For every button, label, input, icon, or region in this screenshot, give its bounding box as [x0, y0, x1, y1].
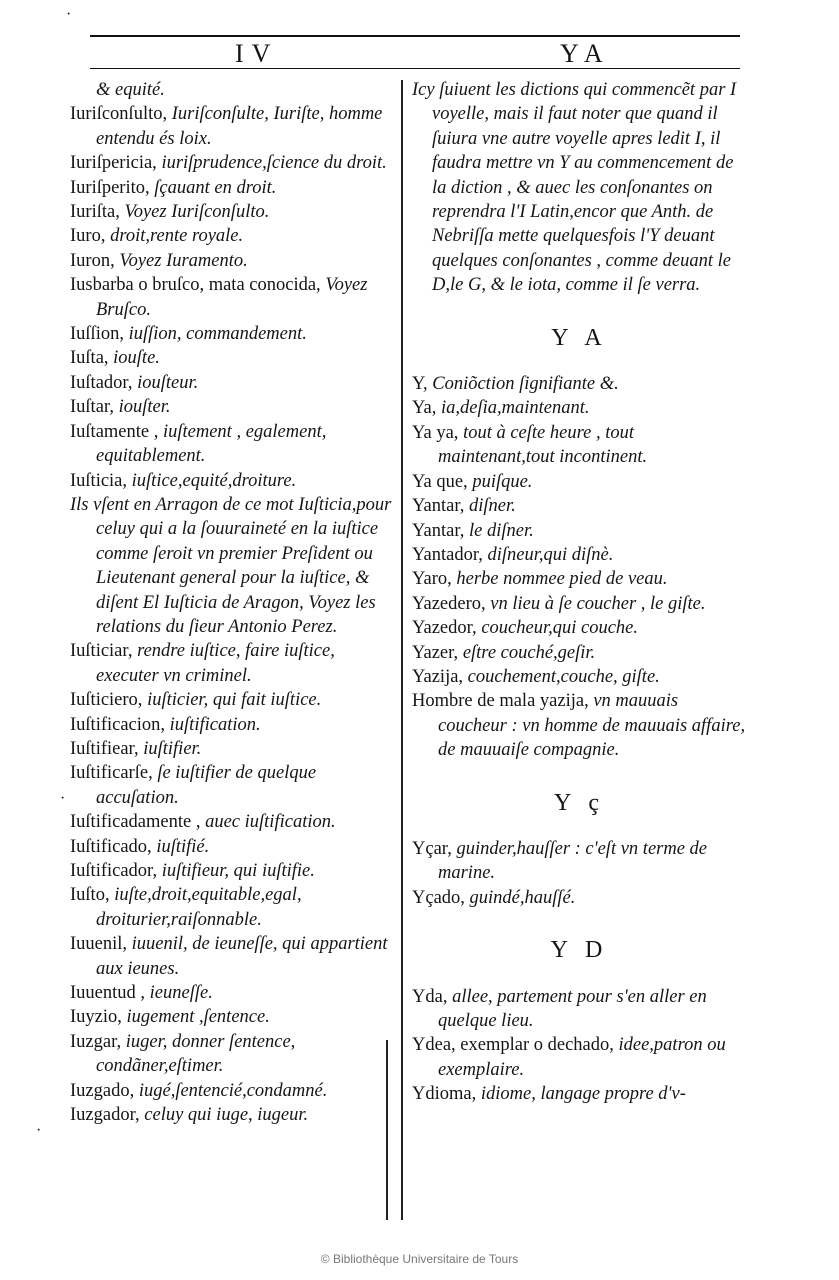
entry-definition: & equité.: [96, 80, 165, 100]
dictionary-entry: [412, 396, 747, 420]
dictionary-entry: [412, 372, 747, 396]
dictionary-entry: [70, 273, 400, 322]
dictionary-entry: [70, 639, 400, 688]
entry-headword: Ya,: [412, 398, 441, 419]
entry-definition: iouſter.: [118, 397, 171, 418]
entry-headword: Yantar,: [412, 520, 469, 541]
dictionary-entry: [70, 395, 400, 419]
entry-definition: celuy qui iuge, iugeur.: [144, 1105, 309, 1126]
dictionary-entry: [70, 1079, 400, 1103]
entry-headword: Ydea, exemplar o dechado,: [412, 1035, 619, 1056]
entry-headword: Yantar,: [412, 496, 469, 517]
dictionary-entry: [70, 469, 400, 493]
dictionary-entry: [70, 810, 400, 834]
entry-headword: Iuſſion,: [70, 324, 129, 345]
entry-definition: iuſtifier.: [143, 738, 202, 759]
entry-definition: Voyez Bruſco.: [96, 275, 368, 320]
entry-definition: allee, partement pour s'en aller en quelque lieu.: [438, 986, 707, 1031]
entry-definition: diſner.: [469, 496, 516, 517]
entry-definition: iuſticier, qui fait iuſtice.: [147, 690, 322, 711]
dictionary-entry: [412, 421, 747, 470]
dictionary-entry: [70, 78, 400, 102]
entry-definition: auec iuſtification.: [205, 812, 336, 833]
entry-headword: Iuſtificado,: [70, 836, 157, 857]
copyright-footer: © Bibliothèque Universitaire de Tours: [320, 1252, 519, 1266]
dictionary-entry: [70, 151, 400, 175]
dictionary-entry: [412, 1082, 747, 1106]
entry-headword: Hombre de mala yazija,: [412, 691, 594, 712]
margin-mark: ·: [60, 790, 66, 807]
entry-headword: Ya que,: [412, 471, 473, 492]
margin-mark: ·: [66, 6, 72, 23]
entry-definition: vn lieu à ſe coucher , le giſte.: [490, 593, 706, 614]
entry-definition: ſe iuſtifier de quelque accuſation.: [96, 763, 317, 808]
section-intro-note: Icy ſuiuent les dictions qui commencẽt par I voyelle, mais il faut noter que quand il ſuiura vne autre voyelle apres ledit I, il faudra mettre vn Y au commencement de la diction , & auec les conſonantes on reprendra l'I Latin,encor que Anth. de Nebriſſa mette quelquesfois l'Y deuant quelques conſonantes , comme deuant le D,le G, & le iota, comme il ſe verra.: [412, 80, 737, 296]
entry-headword: Yazer,: [412, 642, 463, 663]
entry-definition: idee,patron ou exemplaire.: [438, 1035, 726, 1080]
section-heading: Y A: [551, 324, 608, 351]
dictionary-entry: [70, 713, 400, 737]
entry-headword: Ya ya,: [412, 422, 464, 443]
entry-definition: iuſtifié.: [156, 836, 210, 857]
entry-definition: eſtre couché,geſir.: [462, 642, 596, 663]
entry-headword: Iuſtifiear,: [70, 738, 144, 759]
entry-definition: iugé,ſentencié,condamné.: [138, 1080, 328, 1101]
dictionary-entry: [70, 224, 400, 248]
entry-headword: Iuriſconſulto,: [70, 104, 172, 125]
dictionary-entry: [70, 883, 400, 932]
dictionary-entry: [412, 641, 747, 665]
running-header: [90, 30, 740, 70]
entry-definition: iuſtifieur, qui iuſtifie.: [161, 861, 315, 881]
dictionary-entry: [70, 1005, 400, 1029]
entry-definition: ia,deſia,maintenant.: [440, 398, 590, 419]
entry-headword: Iuriſpericia,: [70, 153, 162, 174]
dictionary-entry: [70, 981, 400, 1005]
entry-headword: Iuriſperito,: [70, 177, 155, 198]
column-divider: [401, 80, 403, 1220]
entry-headword: Yda,: [412, 986, 453, 1007]
entry-headword: Iuriſta,: [70, 202, 125, 223]
entry-definition: couchement,couche, giſte.: [467, 666, 660, 687]
section-heading: Y ç: [553, 789, 606, 816]
dictionary-entry: [412, 543, 747, 567]
entry-definition: iuſtement , egalement, equitablement.: [96, 421, 327, 467]
dictionary-entry: [412, 592, 747, 616]
entry-definition: ſçauant en droit.: [154, 177, 277, 198]
header-bottom-rule: [90, 68, 740, 69]
entry-definition: tout à ceſte heure , tout maintenant,tout incontinent.: [438, 422, 648, 468]
entry-headword: Iuyzio,: [70, 1007, 127, 1028]
entry-definition: idiome, langage propre d'v-: [480, 1084, 686, 1105]
right-column: [412, 78, 747, 1107]
entry-headword: Iuſticiar,: [70, 641, 138, 662]
entry-definition: iuſtification.: [169, 714, 261, 735]
dictionary-entry: [70, 761, 400, 810]
dictionary-entry: [70, 493, 400, 639]
entry-definition: iuger, donner ſentence, condãner,eſtimer.: [96, 1031, 296, 1077]
entry-definition: Ils vſent en Arragon de ce mot Iuſticia,pour celuy qui a la ſouuraineté en la iuſtice comme ſeroit vn premier Preſident ou Lieutenant general pour la iuſtice, & diſent El Iuſticia de Aragon, Voyez les relations du ſieur Antonio Perez.: [70, 494, 392, 637]
entry-definition: diſneur,qui diſnè.: [487, 544, 614, 565]
dictionary-entry: [70, 371, 400, 395]
entry-definition: vn mauuais coucheur : vn homme de mauuais affaire, de mauuaiſe compagnie.: [438, 691, 746, 761]
dictionary-entry: [70, 322, 400, 346]
dictionary-entry: [412, 689, 747, 762]
dictionary-entry: [70, 835, 400, 859]
entry-headword: Yantador,: [412, 544, 488, 565]
dictionary-entry: [70, 859, 400, 883]
entry-headword: Iusbarba o bruſco, mata conocida,: [70, 275, 326, 296]
entry-headword: Iuuentud ,: [70, 983, 150, 1004]
dictionary-entry: [70, 688, 400, 712]
entry-headword: Iuuenil,: [70, 934, 132, 955]
dictionary-entry: [412, 837, 747, 886]
dictionary-entry: [412, 665, 747, 689]
entry-headword: Iuro,: [70, 226, 111, 247]
dictionary-entry: [412, 567, 747, 591]
dictionary-entry: [70, 200, 400, 224]
entry-headword: Iuzgar,: [70, 1031, 126, 1052]
entry-definition: iouſteur.: [137, 372, 199, 393]
entry-definition: iugement ,ſentence.: [126, 1007, 270, 1028]
entry-definition: iuſſion, commandement.: [128, 324, 307, 345]
entry-headword: Iuſtificadamente ,: [70, 812, 206, 833]
header-top-rule: [90, 35, 740, 37]
entry-definition: iuſtice,equité,droiture.: [131, 470, 297, 491]
entry-headword: Iuron,: [70, 250, 120, 271]
dictionary-entry: [412, 886, 747, 910]
entry-definition: iuriſprudence,ſcience du droit.: [161, 153, 387, 174]
dictionary-entry: [70, 346, 400, 370]
entry-headword: Iuſto,: [70, 885, 115, 906]
dictionary-entry: [70, 1103, 400, 1127]
entry-definition: iuſte,droit,equitable,egal, droiturier,raiſonnable.: [96, 885, 302, 930]
entry-headword: Yazedero,: [412, 593, 491, 614]
entry-definition: guinder,hauſſer : c'eſt vn terme de marine.: [438, 838, 708, 884]
dictionary-entry: [70, 249, 400, 273]
margin-mark: ·: [36, 1122, 42, 1139]
entry-definition: Coniõction ſignifiante &.: [432, 374, 619, 395]
entry-definition: herbe nommee pied de veau.: [456, 569, 668, 590]
entry-headword: Iuſtar,: [70, 397, 119, 418]
entry-definition: rendre iuſtice, faire iuſtice, executer vn criminel.: [96, 641, 335, 686]
entry-headword: Y,: [412, 374, 433, 395]
dictionary-entry: [412, 1033, 747, 1082]
entry-definition: guindé,hauſſé.: [469, 887, 576, 908]
entry-headword: Yazedor,: [412, 618, 482, 639]
entry-definition: puiſque.: [472, 471, 533, 492]
dictionary-entry: [70, 737, 400, 761]
dictionary-entry: [412, 519, 747, 543]
dictionary-entry: [412, 470, 747, 494]
entry-definition: iuuenil, de ieuneſſe, qui appartient aux ieunes.: [96, 934, 388, 979]
entry-definition: ieuneſſe.: [149, 983, 213, 1004]
dictionary-entry: [70, 176, 400, 200]
dictionary-entry: [412, 985, 747, 1034]
dictionary-entry: [412, 494, 747, 518]
entry-headword: Yçar,: [412, 838, 457, 859]
entry-definition: le diſner.: [469, 520, 534, 541]
entry-definition: Voyez Iuramento.: [119, 250, 248, 271]
entry-headword: Yçado,: [412, 887, 470, 908]
entry-headword: Iuzgador,: [70, 1105, 145, 1126]
dictionary-entry: [70, 420, 400, 469]
entry-headword: Iuſtificarſe,: [70, 763, 158, 784]
dictionary-entry: [412, 616, 747, 640]
dictionary-entry: [70, 102, 400, 151]
entry-headword: Iuſtificador,: [70, 861, 162, 881]
entry-headword: Iuzgado,: [70, 1080, 139, 1101]
entry-headword: Iuſticia,: [70, 470, 132, 491]
entry-headword: Iuſtificacion,: [70, 714, 170, 735]
entry-headword: Iuſtamente ,: [70, 421, 163, 442]
entry-headword: Yaro,: [412, 569, 457, 590]
entry-definition: Voyez Iuriſconſulto.: [124, 202, 270, 223]
entry-headword: Iuſta,: [70, 348, 114, 369]
header-right-title: YA: [560, 39, 611, 68]
section-heading: Y D: [550, 937, 609, 964]
entry-headword: Yazija,: [412, 666, 468, 687]
dictionary-entry: [70, 1030, 400, 1079]
entry-definition: droit,rente royale.: [110, 226, 244, 247]
dictionary-sections: [412, 326, 747, 1107]
entry-definition: coucheur,qui couche.: [481, 618, 638, 639]
entry-definition: Iuriſconſulte, Iuriſte, homme entendu és loix.: [96, 104, 383, 149]
entry-headword: Ydioma,: [412, 1084, 481, 1105]
header-left-title: IV: [235, 39, 279, 68]
left-column: [70, 78, 400, 1127]
entry-headword: Iuſticiero,: [70, 690, 148, 711]
dictionary-entry: [70, 932, 400, 981]
entry-headword: Iuſtador,: [70, 372, 138, 393]
entry-definition: iouſte.: [113, 348, 160, 369]
